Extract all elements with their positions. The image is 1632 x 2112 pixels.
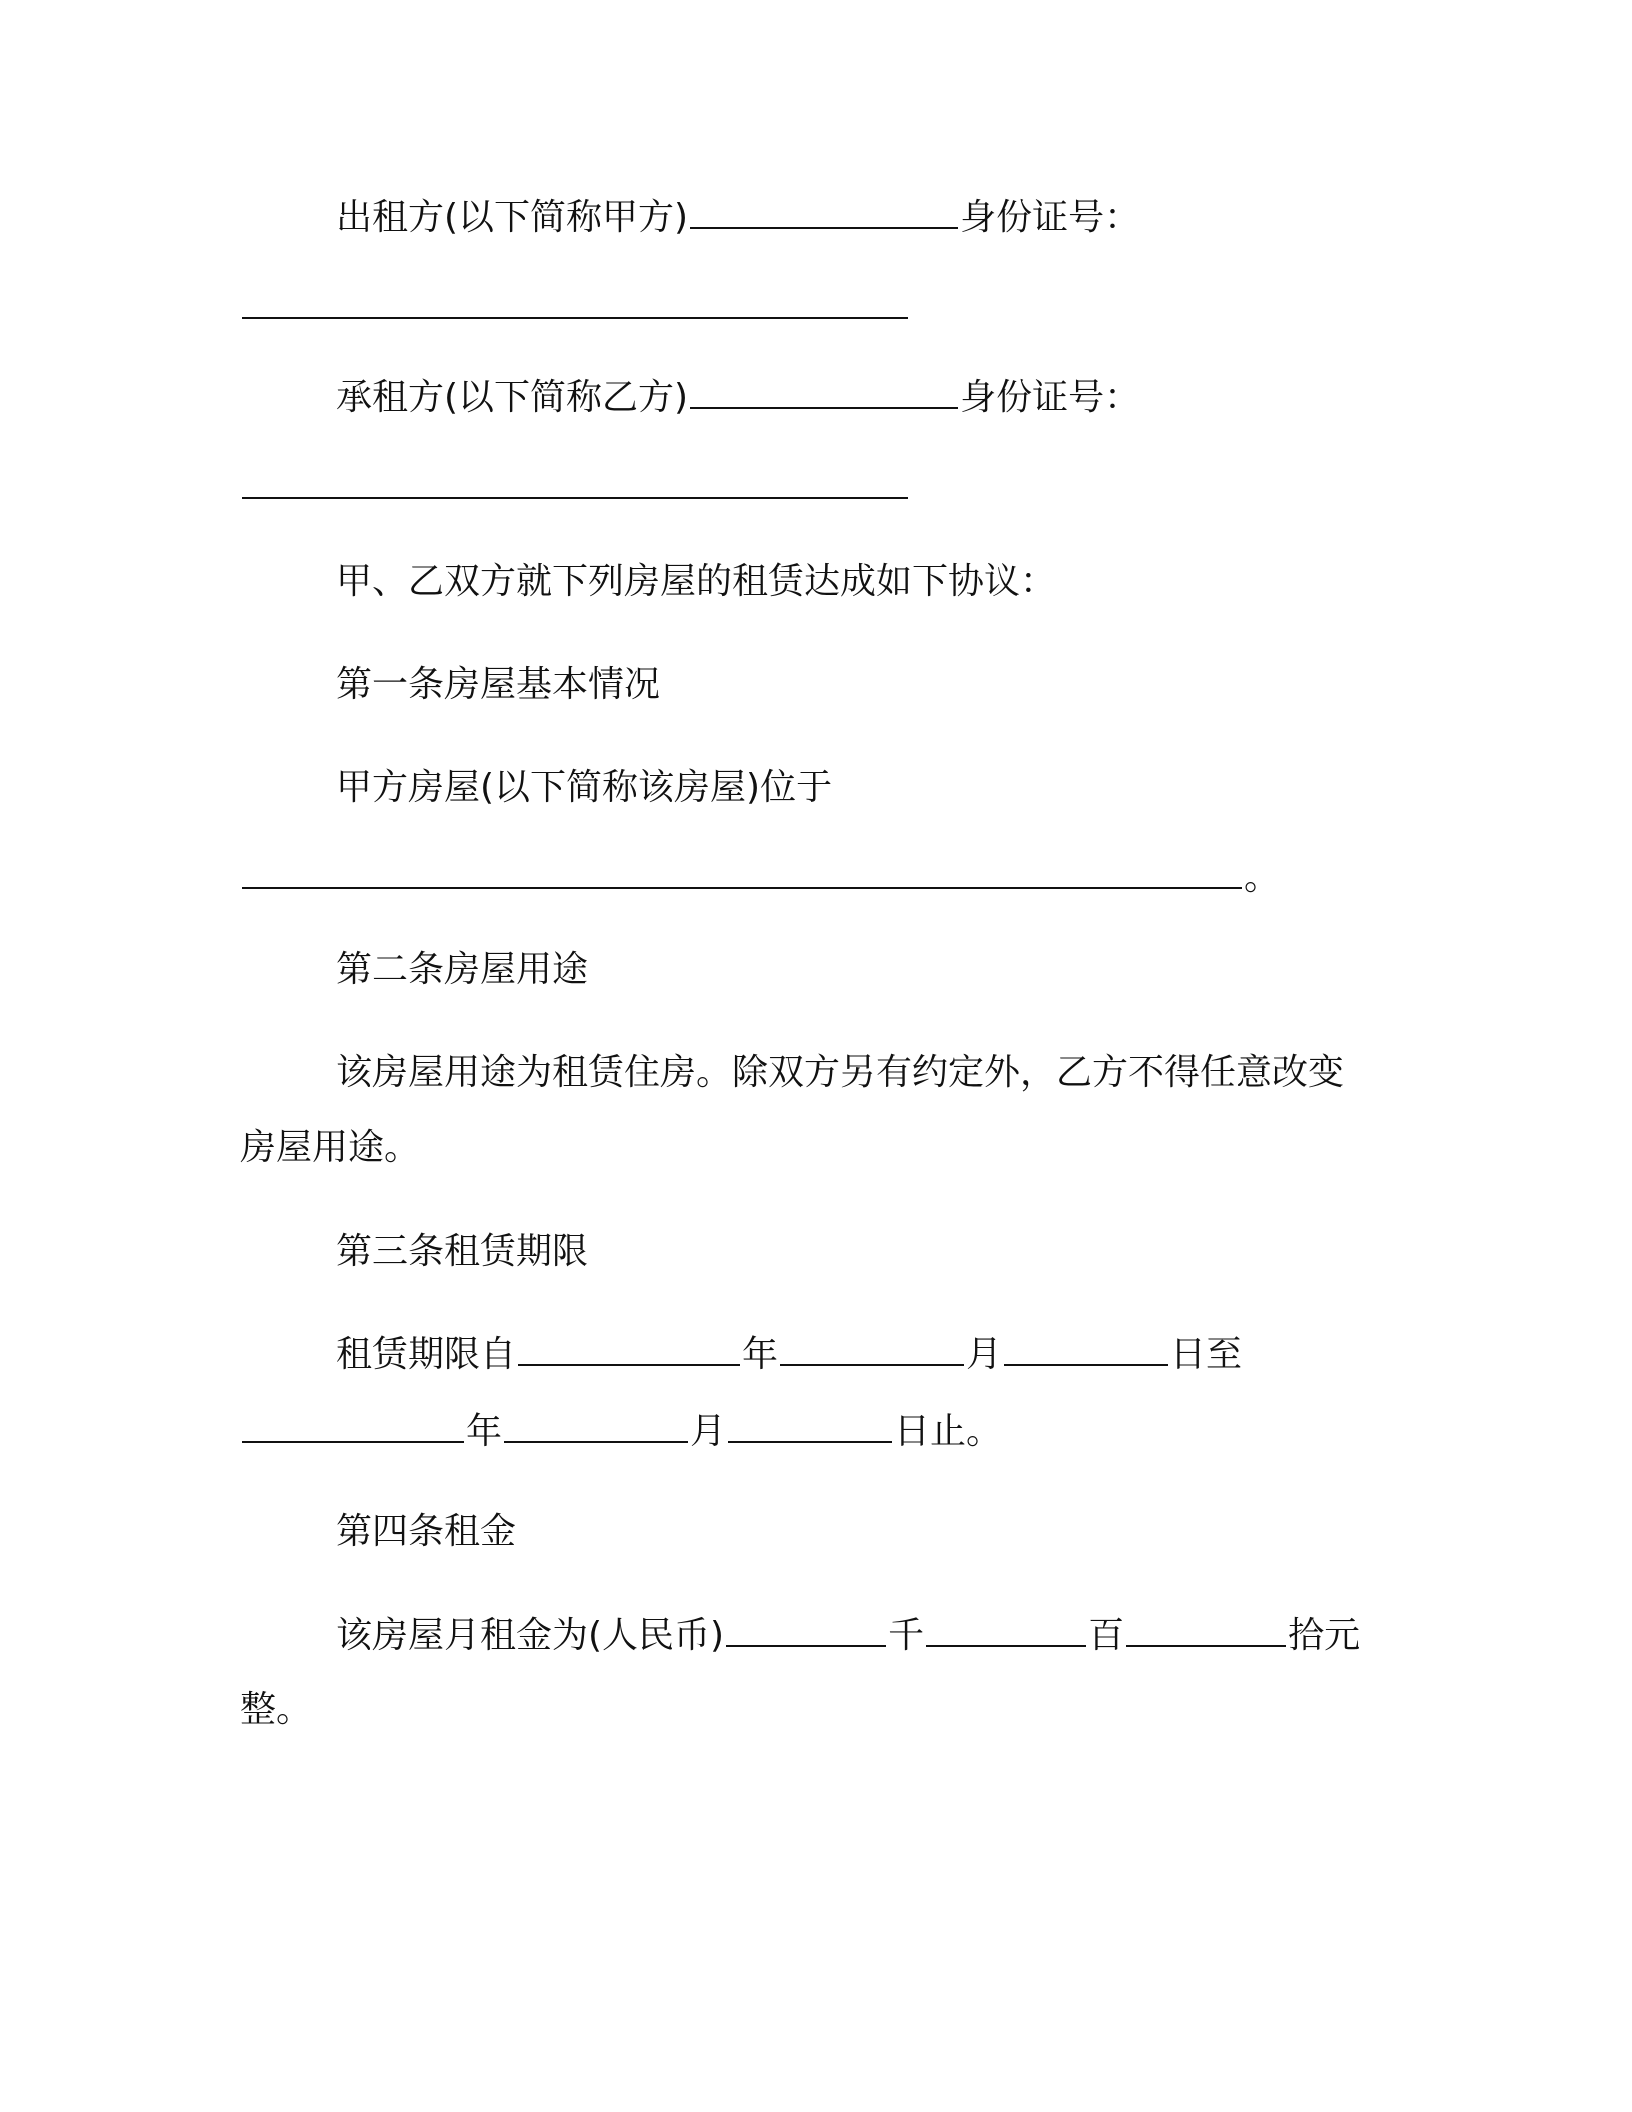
article1-title xyxy=(240,655,1536,715)
article3-title xyxy=(240,1222,1536,1282)
rent-end: 整。 xyxy=(240,1689,313,1730)
lessee-id-blank[interactable] xyxy=(242,497,908,499)
article4-title-text: 第四条租金 xyxy=(336,1511,517,1552)
year-label: 年 xyxy=(742,1334,779,1375)
start-day-blank[interactable] xyxy=(1004,1364,1168,1366)
lease-period-line2 xyxy=(240,1402,1440,1462)
year-label: 年 xyxy=(466,1411,503,1452)
article2-text-line1 xyxy=(240,1043,1536,1103)
article1-title-text: 第一条房屋基本情况 xyxy=(336,664,661,705)
month-label: 月 xyxy=(690,1411,727,1452)
rent-line2 xyxy=(240,1680,1440,1740)
article3-title-text: 第三条租赁期限 xyxy=(336,1231,589,1272)
lease-prefix: 租赁期限自 xyxy=(336,1334,517,1375)
article1-end: 。 xyxy=(1244,857,1281,898)
rent-prefix: 该房屋月租金为(人民币) xyxy=(336,1615,725,1656)
lessor-name-blank[interactable] xyxy=(690,227,958,229)
ten-yuan-label: 拾元 xyxy=(1288,1615,1361,1656)
intro-text: 甲、乙双方就下列房屋的租赁达成如下协议： xyxy=(336,561,1057,602)
article2-body-1: 该房屋用途为租赁住房。除双方另有约定外，乙方不得任意改变 xyxy=(336,1052,1345,1093)
lease-period-line1 xyxy=(240,1325,1536,1385)
lessee-label: 承租方(以下简称乙方) xyxy=(336,377,689,418)
lessee-name-blank[interactable] xyxy=(690,407,958,409)
start-year-blank[interactable] xyxy=(518,1364,740,1366)
article1-body: 甲方房屋(以下简称该房屋)位于 xyxy=(336,767,833,808)
lessor-label: 出租方(以下简称甲方) xyxy=(336,197,689,238)
agreement-intro xyxy=(240,552,1536,612)
lessor-line xyxy=(240,188,1536,248)
day-end-label: 日止。 xyxy=(894,1411,1003,1452)
lessee-id-label: 身份证号： xyxy=(960,377,1141,418)
lessee-line xyxy=(240,368,1536,428)
article2-body-2: 房屋用途。 xyxy=(240,1127,421,1168)
hundred-label: 百 xyxy=(1088,1615,1125,1656)
address-blank[interactable] xyxy=(242,887,1242,889)
rent-ten-blank[interactable] xyxy=(1126,1645,1286,1647)
thousand-label: 千 xyxy=(888,1615,925,1656)
lessor-id-blank[interactable] xyxy=(242,317,908,319)
end-day-blank[interactable] xyxy=(728,1441,892,1443)
article1-address-line xyxy=(240,848,1440,908)
end-year-blank[interactable] xyxy=(242,1441,464,1443)
rent-hundred-blank[interactable] xyxy=(926,1645,1086,1647)
end-month-blank[interactable] xyxy=(504,1441,688,1443)
start-month-blank[interactable] xyxy=(780,1364,964,1366)
rent-thousand-blank[interactable] xyxy=(726,1645,886,1647)
article4-title xyxy=(240,1502,1536,1562)
article2-text-line2 xyxy=(240,1118,1440,1178)
article1-text xyxy=(240,758,1536,818)
article2-title xyxy=(240,940,1536,1000)
lessor-id-label: 身份证号： xyxy=(960,197,1141,238)
lessee-id-line xyxy=(240,458,1440,518)
month-label: 月 xyxy=(966,1334,1003,1375)
rent-line1 xyxy=(240,1606,1536,1666)
lessor-id-line xyxy=(240,278,1440,338)
article2-title-text: 第二条房屋用途 xyxy=(336,949,589,990)
day-to-label: 日至 xyxy=(1170,1334,1243,1375)
